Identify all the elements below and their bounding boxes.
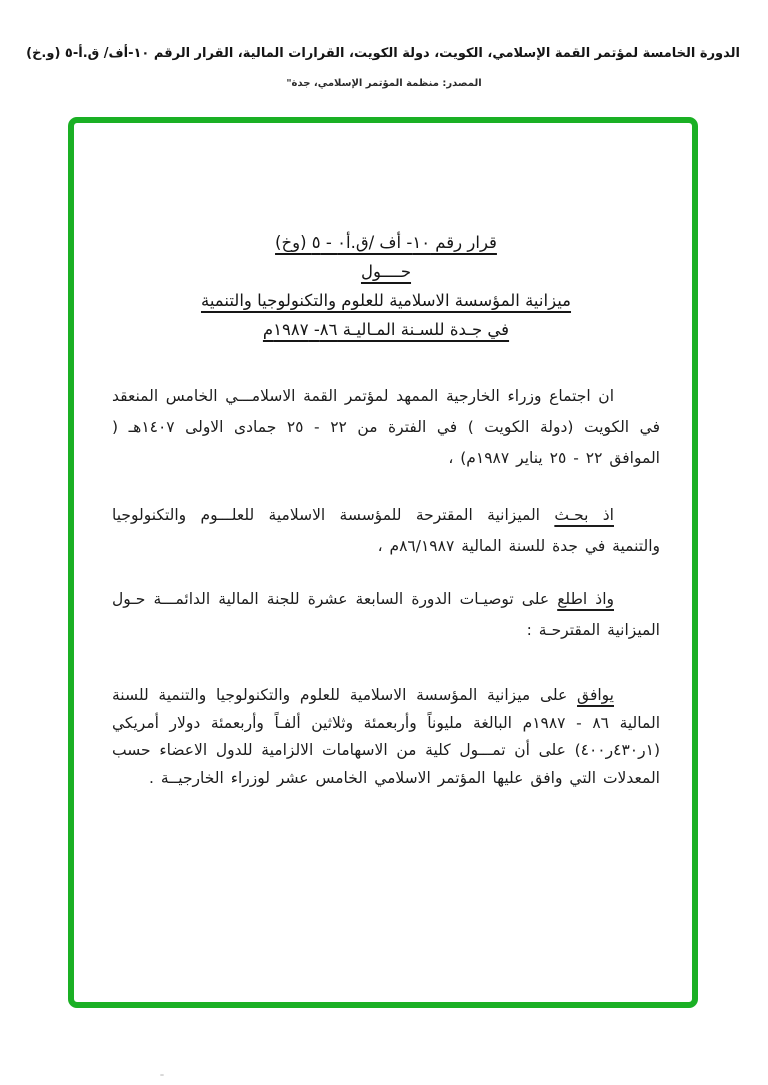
paragraph-lead: اذ بحـث xyxy=(554,506,614,524)
green-document-frame xyxy=(68,117,698,1008)
paragraph-text: على توصيـات الدورة السابعة عشرة للجنة المالية الدائمـــة حـول الميزانية المقترحـة : xyxy=(112,590,660,639)
paragraph-text: ان اجتماع وزراء الخارجية الممهد لمؤتمر القمة الاسلامـــي الخامس المنعقد في الكويت (دولة الكويت ) في الفترة من ٢٢ - ٢٥ جمادى الاولى ١٤٠٧هـ ( الموافق ٢٢ - ٢٥ يناير ١٩٨٧م) ، xyxy=(112,387,660,467)
paragraph-lead: واذ اطلع xyxy=(557,590,614,608)
document-source-line: المصدر: منظمة المؤتمر الإسلامي، جدة" xyxy=(286,78,482,89)
paragraph-text: على ميزانية المؤسسة الاسلامية للعلوم والتكنولوجيا والتنمية للسنة المالية ٨٦ - ١٩٨٧م البالغة مليوناً وأربعمئة وثلاثين ألفـاً وأربعمئة دولار أمريكي (١ر٤٣٠ر٤٠٠) على أن تمـــول كلية من الاسهامات الالزامية للدول الاعضاء حسب المعدلات التي وافق عليها المؤتمر الاسلامي الخامس عشر لوزراء الخارجيــة . xyxy=(112,686,660,787)
resolution-title-block xyxy=(112,228,660,344)
resolution-fiscal-year-line: في جـدة للسـنة المـاليـة ٨٦- ١٩٨٧م xyxy=(262,320,510,339)
paragraph-lead: يوافق xyxy=(577,686,614,704)
resolution-subject-line: ميزانية المؤسسة الاسلامية للعلوم والتكنولوجيا والتنمية xyxy=(200,291,572,310)
resolution-number-line: قرار رقم ١٠- أف /ق.أ٠ - ٥ (وخ) xyxy=(275,233,497,252)
paragraph-text: الميزانية المقترحة للمؤسسة الاسلامية للعلـــوم والتكنولوجيا والتنمية في جدة للسنة المالية ٨٦/١٩٨٧م ، xyxy=(112,506,660,555)
document-header-line: الدورة الخامسة لمؤتمر القمة الإسلامي، الكويت، دولة الكويت، القرارات المالية، القرار الرقم ١٠-أف/ ق.أ-٥ (و.خ) xyxy=(26,46,740,61)
scan-noise-dot xyxy=(160,1074,164,1076)
resolution-paragraphs xyxy=(112,381,660,792)
paragraph-having-examined xyxy=(112,500,660,562)
document-body xyxy=(74,123,692,792)
paragraph-preamble xyxy=(112,381,660,474)
paragraph-approves xyxy=(112,682,660,792)
resolution-about-line: حــــول xyxy=(360,262,412,281)
paragraph-having-reviewed xyxy=(112,584,660,646)
